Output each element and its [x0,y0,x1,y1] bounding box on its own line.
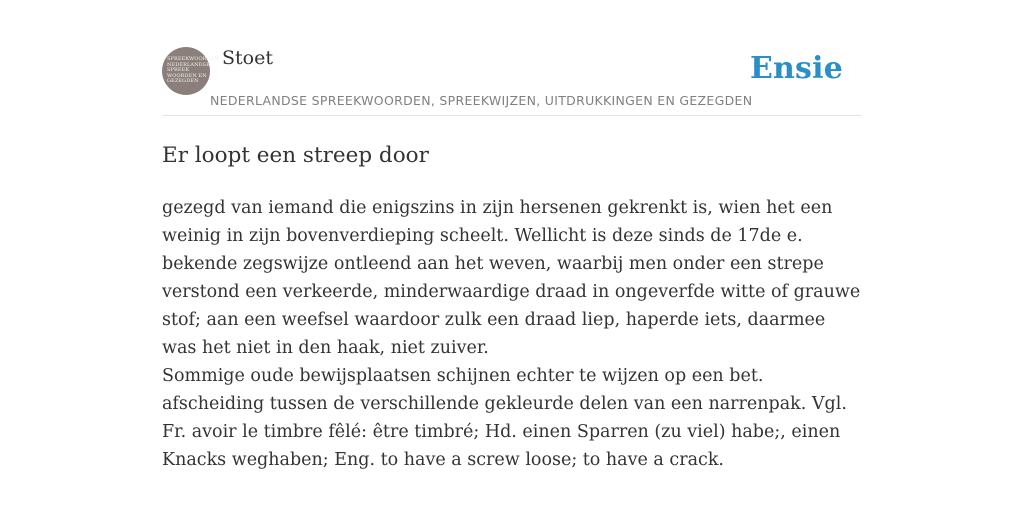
avatar-text-line: SPREEK [167,67,190,74]
entry-title: Er loopt een streep door [162,143,429,168]
author-name[interactable]: Stoet [222,47,273,69]
avatar-text-line: WOORDEN EN [167,72,207,79]
entry-definition [162,194,862,474]
avatar-text-line: SPREEKWOORDEN [167,56,219,63]
header [162,40,862,116]
source-subtitle[interactable]: NEDERLANDSE SPREEKWOORDEN, SPREEKWIJZEN, UITDRUKKINGEN EN GEZEGDEN [210,93,753,108]
page [162,40,862,474]
avatar-text-line: NEDERLANDSE [167,61,210,68]
ensie-logo[interactable]: Ensie [749,51,843,86]
author-avatar[interactable] [162,47,219,95]
definition-paragraph: gezegd van iemand die enigszins in zijn hersenen gekrenkt is, wien het een weinig in zijn bovenverdieping scheelt. Wellicht is deze sinds de 17de e. bekende zegswijze ontleend aan het weven, waarbij men onder een strepe verstond een verkeerde, minderwaardige draad in ongeverfde witte of grauwe stof; aan een weefsel waardoor zulk een draad liep, haperde iets, daarmee was het niet in den haak, niet zuiver. [162,198,861,358]
avatar-text-line: GEZEGDEN [167,78,199,85]
definition-paragraph: Sommige oude bewijsplaatsen schijnen echter te wijzen op een bet. afscheiding tussen de verschillende gekleurde delen van een narrenpak. Vgl. Fr. avoir le timbre fêlé: être timbré; Hd. einen Sparren (zu viel) habe;, einen Knacks weghaben; Eng. to have a screw loose; to have a crack. [162,366,847,470]
